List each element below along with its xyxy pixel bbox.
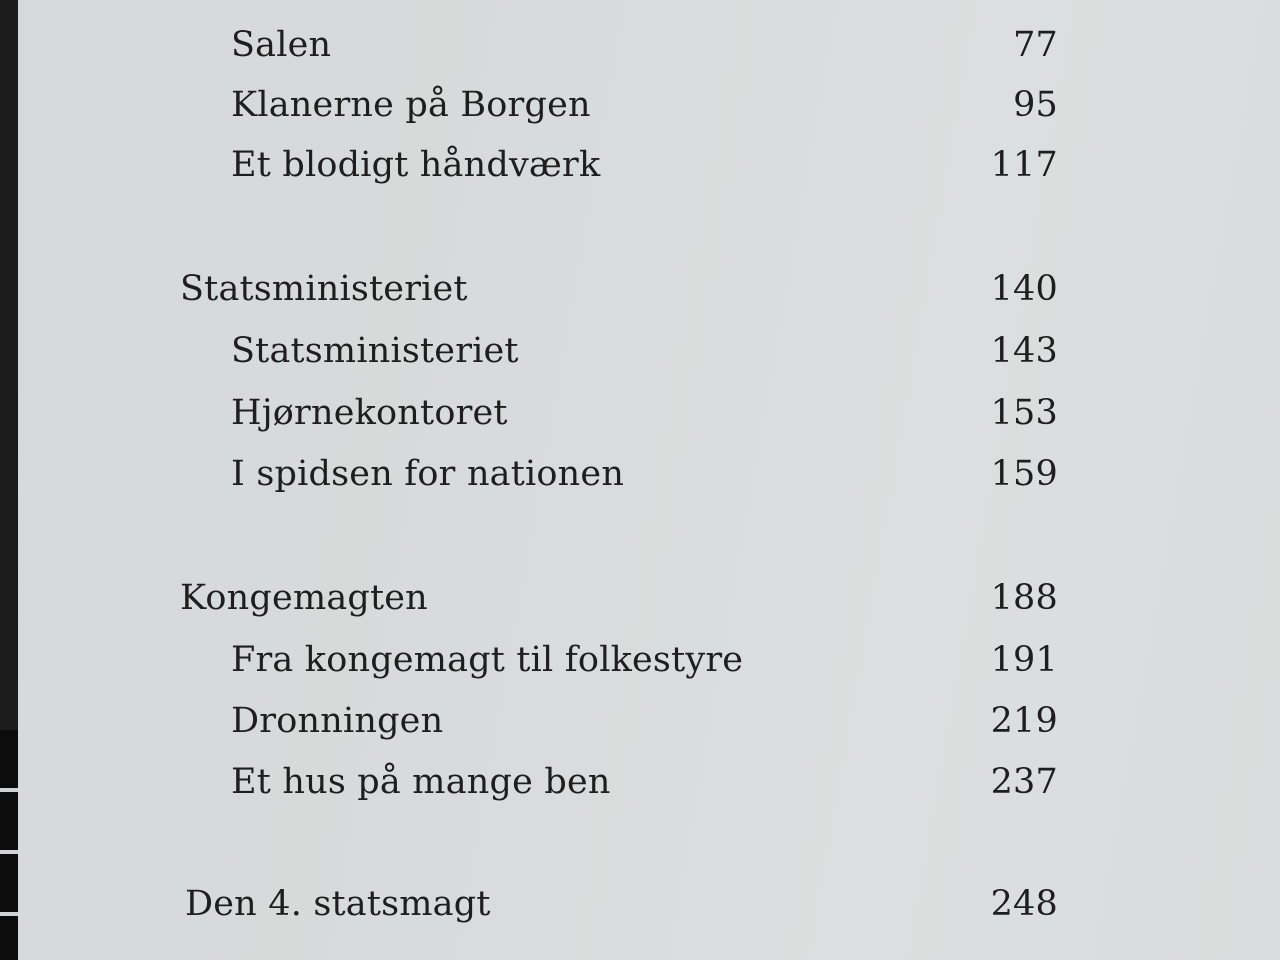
toc-entry-title: Et hus på mange ben — [231, 762, 611, 802]
toc-entry-title: Salen — [231, 25, 332, 65]
toc-entry-title: Hjørnekontoret — [231, 393, 508, 433]
toc-entry-page: 159 — [990, 454, 1058, 494]
toc-entry-page: 95 — [1013, 85, 1058, 125]
toc-entry-klanerne-paa-borgen — [18, 80, 1280, 130]
toc-entry-title: Statsministeriet — [231, 331, 519, 371]
table-of-contents-page — [18, 0, 1280, 960]
toc-entry-salen — [18, 20, 1280, 70]
toc-entry-page: 117 — [990, 145, 1058, 185]
toc-section-title: Den 4. statsmagt — [185, 884, 491, 924]
toc-entry-title: Klanerne på Borgen — [231, 85, 591, 125]
toc-entry-fra-kongemagt-til-folkestyre — [18, 635, 1280, 685]
toc-entry-page: 77 — [1013, 25, 1058, 65]
toc-entry-page: 153 — [990, 393, 1058, 433]
toc-entry-statsministeriet — [18, 326, 1280, 376]
toc-entry-title: Et blodigt håndværk — [231, 145, 601, 185]
toc-section-title: Kongemagten — [180, 578, 428, 618]
toc-section-page: 188 — [990, 578, 1058, 618]
toc-entry-page: 143 — [990, 331, 1058, 371]
toc-entry-i-spidsen-for-nationen — [18, 449, 1280, 499]
toc-entry-page: 191 — [990, 640, 1058, 680]
toc-entry-hjoernekontoret — [18, 388, 1280, 438]
book-edge-shadow — [0, 730, 18, 960]
toc-section-page: 140 — [990, 269, 1058, 309]
toc-section-kongemagten — [18, 573, 1280, 623]
toc-entry-page: 219 — [990, 701, 1058, 741]
toc-entry-et-blodigt-haandvaerk — [18, 140, 1280, 190]
toc-entry-title: Fra kongemagt til folkestyre — [231, 640, 744, 680]
toc-section-page: 248 — [990, 884, 1058, 924]
toc-entry-page: 237 — [990, 762, 1058, 802]
toc-entry-dronningen — [18, 696, 1280, 746]
toc-section-den-4-statsmagt — [18, 879, 1280, 929]
toc-section-title: Statsministeriet — [180, 269, 468, 309]
toc-entry-title: I spidsen for nationen — [231, 454, 625, 494]
toc-entry-title: Dronningen — [231, 701, 444, 741]
toc-entry-et-hus-paa-mange-ben — [18, 757, 1280, 807]
toc-section-statsministeriet — [18, 264, 1280, 314]
